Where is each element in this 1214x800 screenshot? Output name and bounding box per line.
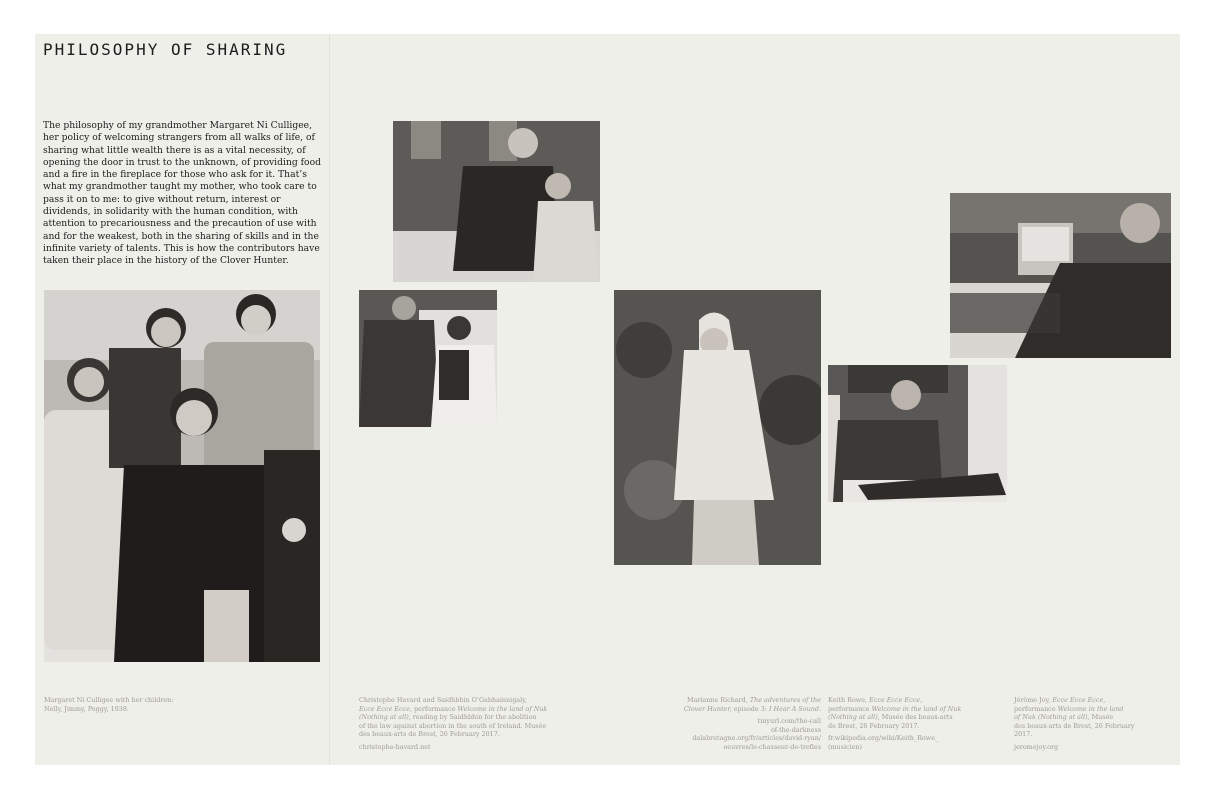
caption-richard-work2: Clover Hunter, [683, 704, 732, 713]
intro-paragraph: The philosophy of my grandmother Margaret Ni Culligee, her policy of welcoming strangers from all walks of life, of sharing what little wealth there is as a vital necessity, of opening the door in trust to the unknown, of providing food and a fire in the fireplace for those who ask for it. That’s what my grandmother taught my mother, who took care to pass it on to me: to give without return, interest or dividends, in solidarity with the human condition, with attention to precariousness and the precaution of use with and for the weakest, both in the sharing of skills and in the infinite variety of talents. This is how the contributors have taken their place in the history of the Clover Hunter. [43, 120, 322, 267]
caption-havard-reading: reading by Saidhbhin for the abolition [410, 713, 537, 722]
caption-rowe-title: Welcome in the land of Nuk [871, 704, 962, 713]
caption-joy-title: Welcome in the land [1057, 704, 1124, 713]
performance-photo-havard [393, 121, 600, 282]
caption-havard-line5: des beaux-arts de Brest, 26 February 2017. [359, 730, 500, 739]
caption-richard-url2[interactable]: of-the-darkness [770, 725, 821, 734]
caption-havard-line4: of the law against abortion in the south of Ireland. Musée [359, 721, 547, 730]
caption-joy-line5: 2017. [1014, 730, 1033, 739]
caption-rowe-date: de Brest, 26 February 2017. [828, 721, 920, 730]
caption-richard [650, 696, 821, 752]
page-title: PHILOSOPHY OF SHARING [43, 40, 288, 59]
caption-joy-performance: performance [1014, 704, 1058, 713]
caption-joy-url[interactable]: jeromejoy.org [1014, 742, 1059, 751]
caption-havard-work: Ecce Ecce Ecce, [359, 704, 412, 713]
caption-joy-artist: Jérôme Joy, [1014, 696, 1053, 704]
caption-rowe-artist: Keith Rowe, [828, 696, 870, 704]
caption-richard-episode-title: I Hear A Sound. [768, 704, 821, 713]
page-gutter [329, 34, 330, 765]
caption-family-line2: Nelly, Jimmy, Peggy, 1938. [44, 704, 129, 713]
caption-rowe-work: Ecce Ecce Ecce, [869, 696, 923, 704]
caption-richard-url3[interactable]: dalabretagne.org/fr/articles/david-ryan/ [692, 734, 821, 743]
caption-rowe-url1[interactable]: fr.wikipedia.org/wiki/Keith_Rowe_ [828, 734, 939, 743]
performance-photo-reading [359, 290, 497, 427]
performance-photo-rowe [828, 365, 1007, 502]
caption-havard-url[interactable]: christophe-havard.net [359, 742, 431, 751]
caption-richard-episode: episode 3: [731, 704, 769, 713]
caption-rowe-url2[interactable]: (musicien) [828, 742, 863, 751]
caption-rowe [828, 696, 968, 752]
caption-havard-line1: Christophe Havard and Saidhbhin O’Gabhainnigaly, [359, 696, 527, 704]
caption-rowe-performance: performance [828, 704, 872, 713]
caption-joy [1014, 696, 1154, 752]
caption-havard-title: Welcome in the land of Nuk [457, 704, 548, 713]
caption-joy-venue: Musée [1089, 713, 1114, 722]
caption-richard-artist: Marianne Richard, [686, 696, 750, 704]
caption-richard-url4[interactable]: oeuvres/le-chasseur-de-trefles [723, 742, 821, 751]
caption-joy-line4: des beaux-arts de Brest, 26 February [1014, 721, 1135, 730]
caption-rowe-subtitle: (Nothing at all), [828, 713, 880, 722]
caption-family-line1: Margaret Ni Culligee with her children: [44, 696, 174, 704]
caption-havard-performance: performance [411, 704, 458, 713]
performance-photo-richard [614, 290, 821, 565]
caption-richard-work: The adventures of the [749, 696, 821, 704]
caption-havard [359, 696, 559, 752]
caption-havard-subtitle: (Nothing at all), [359, 713, 411, 722]
family-photo [44, 290, 320, 662]
caption-joy-work: Ecce Ecce Ecce, [1052, 696, 1106, 704]
caption-rowe-venue: Musée des beaux-arts [879, 713, 953, 722]
caption-joy-subtitle: of Nuk (Nothing at all), [1014, 713, 1090, 722]
caption-family [44, 696, 244, 713]
caption-richard-url1[interactable]: tinyurl.com/the-call [757, 717, 821, 726]
performance-photo-joy [950, 193, 1171, 358]
